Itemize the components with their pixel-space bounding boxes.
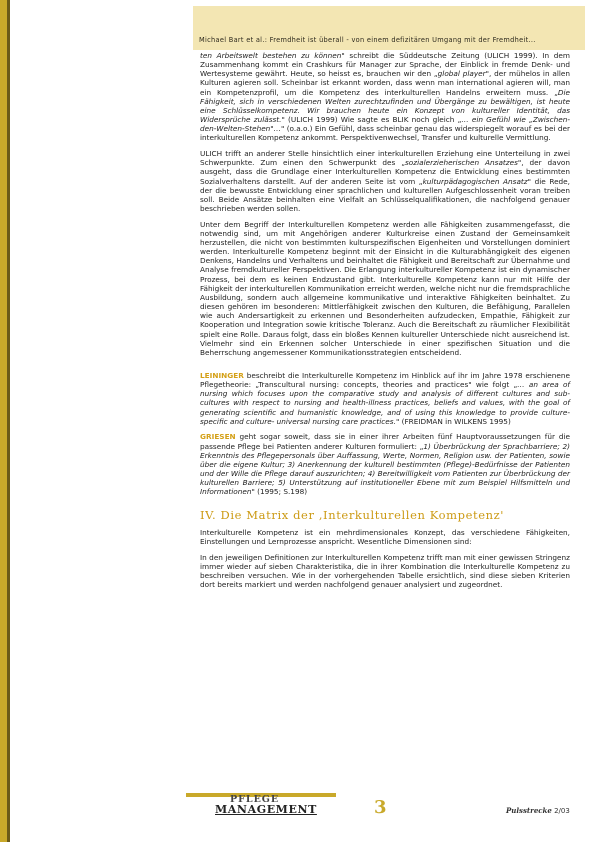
logo-management: MANAGEMENT <box>215 803 317 816</box>
paragraph-4-text-a: beschreibt die Interkulturelle Kompetenz im Hinblick auf ihr im Jahre 1978 erschienene Pflegetheorie: „Transcultural nursing: concepts, theories and practices" wie folgt „ <box>200 371 570 390</box>
paragraph-1-start: ten Arbeitswelt bestehen zu können" <box>200 51 345 60</box>
paragraph-5-text-b: " (1995; S.198) <box>251 487 308 497</box>
author-name-griesen: GRIESEN <box>200 432 236 442</box>
paragraph-5-text-a: geht sogar soweit, dass sie in einer ihrer Arbeiten fünf Hauptvoraussetzungen für die passende Pflege bei Patienten anderer Kulturen formuliert: „ <box>200 432 570 451</box>
paragraph-7: In den jeweiligen Definitionen zur Interkulturellen Kompetenz trifft man mit einer gewissen Stringenz immer wieder auf sieben Charakteristika, die in ihrer Kombination die Interkulturelle Kompetenz zu beschreiben versuchen. Wie in der vorhergehenden Tabelle ersichtlich, sind diese sieben Kriterien dort bereits markiert und werden nachfolgend genauer analysiert und zugeordnet. <box>200 552 570 589</box>
paragraph-1-quote-2: … ein Gefühl wie „Zwischen-den-Welten-Stehen"… <box>200 115 570 134</box>
page-edge-shadow <box>7 0 10 842</box>
page-number: 3 <box>374 797 387 818</box>
paragraph-5-quote: 1) Überbrückung der Sprachbarriere; 2) Erkenntnis des Pflegepersonals über Auffassung, Werte, Normen, Religion usw. der Patienten, sowie über die eigene Kultur; 3) Anerkennung der kulturell bestimmten (Pflege)-Bedürfnisse der Patienten und der Wille die Pflege darauf auszurichten; 4) Bereitwilligkeit vom Patienten zur Überbrückung der kulturellen Barriere; 5) Unterstützung auf institutioneller Ebene mit zum Beispiel Hilfsmitteln und Informationen <box>200 441 571 497</box>
paragraph-4 <box>200 371 570 426</box>
issue-number: 2/03 <box>554 807 570 815</box>
paragraph-4-quote: … an area of nursing which focuses upon the comparative study and analysis of different cultures and sub-cultures with respect to nursing and health-illness practices, beliefs and values, with the goal of generating scientific and humanistic knowledge, and of using this knowledge to provide culture-specific and culture- universal nursing care practices. <box>200 380 570 426</box>
paragraph-1-text-c: " (ULICH 1999) Wie sagte es BLIK noch gleich „ <box>281 115 462 125</box>
page-edge-stripe <box>0 0 7 842</box>
author-name-leininger: LEININGER <box>200 371 244 380</box>
paragraph-1-quote: Die Fähigkeit, sich in verschiedenen Welten zurechtzufinden und Übergänge zu bewältigen, ist heute eine Schlüsselkompetenz. Wir brauchen heute ein Konzept von kultureller Identität, das Widersprüche zulässt. <box>200 87 570 125</box>
paragraph-6: Interkulturelle Kompetenz ist ein mehrdimensionales Konzept, das verschiedene Fähigkeiten, Einstellungen und Lernprozesse anspricht. Wesentliche Dimensionen sind: <box>200 527 570 546</box>
paragraph-5 <box>200 432 570 496</box>
paragraph-4-text-b: " (FREIDMAN in WILKENS 1995) <box>395 416 511 426</box>
paragraph-2-term-2: kulturpädagogischen Ansatz <box>422 176 528 186</box>
paragraph-2-text-a: ULICH trifft an anderer Stelle hinsichtlich einer interkulturellen Erziehung eine Unterteilung in zwei Schwerpunkte. Zum einen den Schwerpunkt des „ <box>200 149 570 168</box>
paragraph-1-text-a: schreibt die Süddeutsche Zeitung (ULICH 1999). In dem Zusammenhang kommt ein Crashkurs für Manager zur Sprache, der Einblick in fremde Denk- und Wertesysteme gewährt. Heute, so heisst es, brauchen wir den „ <box>200 51 570 79</box>
global-player-term: global player <box>437 69 486 79</box>
paragraph-1-text-d: " (o.a.o.) Ein Gefühl, dass scheinbar genau das widerspiegelt worauf es bei der interkulturellen Kompetenz ankommt. Perspektivenwechsel, Transfer und kulturelle Vermittlung. <box>200 124 570 143</box>
journal-issue <box>506 806 570 815</box>
running-title: Michael Bart et al.: Fremdheit ist überall - von einem defizitären Umgang mit der Fremdheit... <box>199 36 536 44</box>
paragraph-1 <box>200 51 570 143</box>
paragraph-2-text-c: " die Rede, der die bewusste Entwicklung einer sprachlichen und kulturellen Aufgeschlossenheit voran treiben soll. Beide Ansätze beinhalten eine Vielfalt an Schlüsselqualifikationen, die nachfolgend genauer beschrieben werden sollen. <box>200 176 570 213</box>
paragraph-1-text-b: ", der mühelos in allen Kulturen agieren soll. Scheinbar ist erkannt worden, dass wenn man international agieren will, man ein Kompetenzprofil, um die Kompetenz des interkulturellen Handelns erweitern muss. „ <box>200 69 570 97</box>
paragraph-2 <box>200 149 570 213</box>
journal-name: Pulsstrecke <box>506 806 552 815</box>
article-body <box>200 51 570 596</box>
header-band <box>193 6 585 50</box>
section-title: IV. Die Matrix der ‚Interkulturellen Kompetenz' <box>200 507 505 522</box>
logo-pflege: PFLEGE <box>230 794 280 805</box>
paragraph-2-text-b: ", der davon ausgeht, dass die Grundlage einer Interkulturellen Kompetenz die Entwicklung eines bestimmten Sozialverhaltens darstellt. Auf der anderen Seite ist vom „ <box>200 158 570 186</box>
paragraph-2-term-1: sozialerzieherischen Ansatzes <box>404 158 518 168</box>
paragraph-3: Unter dem Begriff der Interkulturellen Kompetenz werden alle Fähigkeiten zusammengefasst, die notwendig sind, um mit Angehörigen anderer Kulturkreise einen Zustand der Gemeinsamkeit herzustellen, die nicht von bestimmten kulturspezifischen Eigenheiten und Vorstellungen dominiert werden. Interkulturelle Kompetenz beginnt mit der Einsicht in die Kulturabhängigkeit des eigenen Denkens, Handelns und Verhaltens und beinhaltet die Fähigkeit und Bereitschaft zur Übernahme und Analyse fremdkultureller Perspektiven. Die Erlangung interkultureller Kompetenz ist ein dynamischer Prozess, bei dem es keinen Endzustand gibt. Interkulturelle Kompetenz kann nur mit Hilfe der Fähigkeit der interkulturellen Kommunikation erreicht werden, welche nicht nur die fremdsprachliche Ausbildung, sondern auch allgemeine kommunikative und interaktive Fähigkeiten beinhaltet. Zu diesen gehören im besonderen: Mittlerfähigkeit zwischen den Kulturen, die Befähigung, Parallelen wie auch Andersartigkeit zu erkennen und Besonderheiten aufzudecken, Empathie, Fähigkeit zur Kooperation und Integration sowie kritische Toleranz. Auch die Bereitschaft zu räumlicher Flexibilität spielt eine Rolle. Daraus folgt, dass ein bloßes Kennen kultureller Unterschiede nicht ausreichend ist. Vielmehr sind ein Erkennen solcher Unterschiede in einer spezifischen Situation und die Beherrschung angemessener Kommunikationsstrategien entscheidend. <box>200 219 570 357</box>
